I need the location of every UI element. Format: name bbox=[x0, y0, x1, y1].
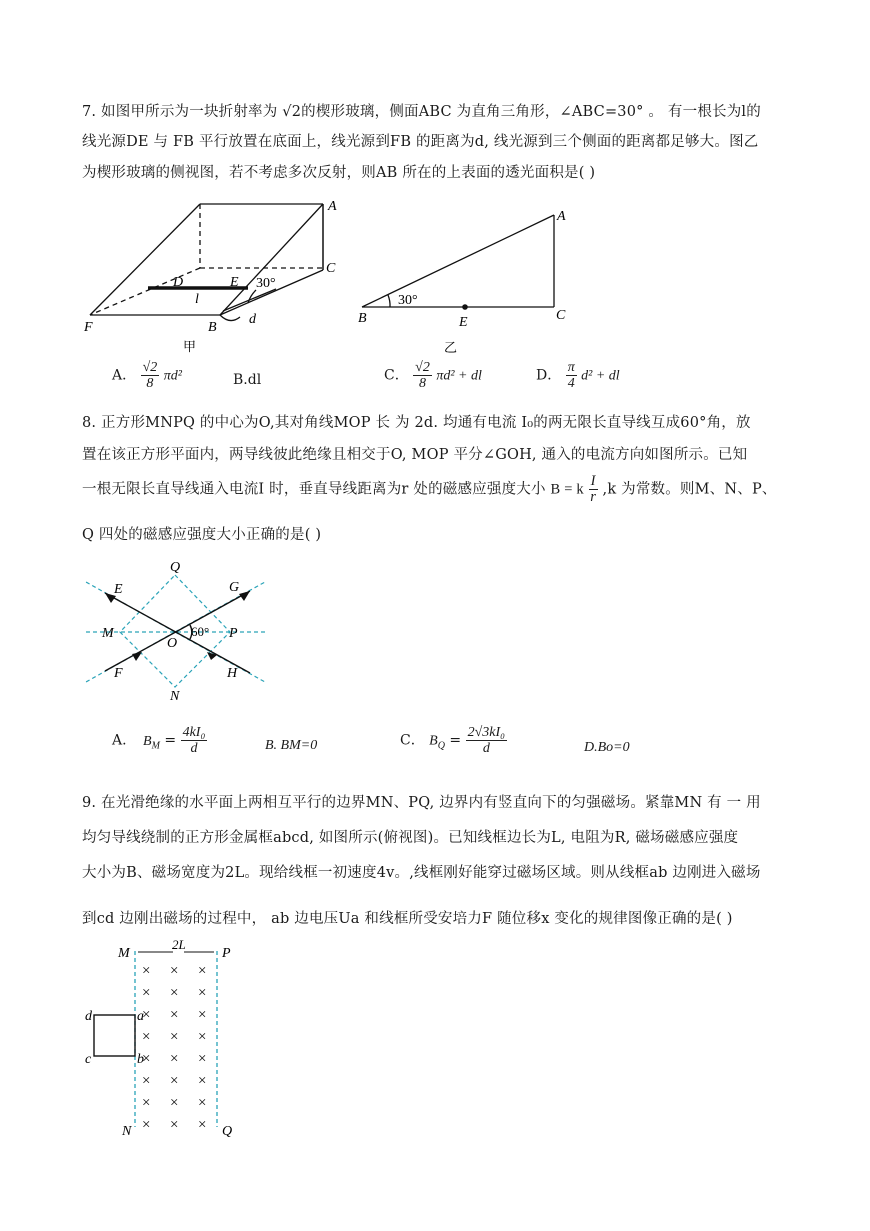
q9-label-n: N bbox=[122, 1124, 132, 1139]
q8-formula-lhs: B = k bbox=[550, 481, 584, 498]
q8-line-1: 8. 正方形MNPQ 的中心为O,其对角线MOP 长 为 2d. 均通有电流 I₀的两无限长直导线互成60°角，放 bbox=[82, 415, 751, 431]
q9-label-c: c bbox=[85, 1052, 92, 1067]
q9-field-cross: × bbox=[198, 963, 207, 979]
q7-option-c-tail: πd² + dl bbox=[436, 368, 482, 384]
q8-line-2: 置在该正方形平面内，两导线彼此绝缘且相交于O, MOP 平分∠GOH, 通入的电流方向如图所示。已知 bbox=[82, 447, 748, 463]
q7-line-2: 线光源DE 与 FB 平行放置在底面上，线光源到FB 的距离为d, 线光源到三个侧面的距离都足够大。图乙 bbox=[82, 134, 759, 150]
q9-figure bbox=[80, 935, 260, 1145]
q9-label-b: b bbox=[137, 1052, 144, 1067]
q9-field-cross: × bbox=[198, 1095, 207, 1111]
q7-option-a-fraction: $\frac{√2}{8}$ bbox=[142, 360, 158, 391]
q7-fig1-label-e: E bbox=[230, 275, 239, 290]
q7-figure-jia bbox=[80, 190, 350, 360]
q7-option-d-fraction: $\frac{\pi}{4}$ bbox=[567, 360, 575, 391]
q8-label-m: M bbox=[102, 626, 114, 641]
q8-line-3 bbox=[82, 474, 777, 505]
q7-option-a-label: A． bbox=[112, 367, 137, 384]
q7-fig1-caption: 甲 bbox=[183, 339, 197, 354]
q7-fig2-caption: 乙 bbox=[444, 340, 458, 355]
q8-label-h: H bbox=[227, 666, 238, 681]
q9-field-crosses bbox=[142, 963, 206, 1133]
q8-option-c-fraction: $\frac{\text{2√3kI₀}}{d}$ bbox=[467, 725, 506, 756]
q9-field-cross: × bbox=[142, 1095, 151, 1111]
q7-option-c bbox=[384, 360, 482, 391]
q8-label-g: G bbox=[229, 580, 240, 595]
q9-field-cross: × bbox=[198, 1051, 207, 1067]
q7-fig1-label-a: A bbox=[328, 199, 337, 214]
q7-option-d bbox=[536, 360, 620, 391]
q7-option-d-tail: d² + dl bbox=[581, 368, 620, 384]
q7-fig2-label-c: C bbox=[556, 308, 566, 323]
q9-field-cross: × bbox=[198, 1117, 207, 1133]
q9-field-cross: × bbox=[142, 985, 151, 1001]
q9-field-cross: × bbox=[170, 1073, 179, 1089]
q9-label-q: Q bbox=[222, 1124, 233, 1139]
q7-fig2-angle: 30° bbox=[398, 293, 418, 308]
q9-label-p: P bbox=[222, 946, 231, 961]
q7-fig1-label-l: l bbox=[195, 292, 199, 307]
q8-option-c: C． $B_Q$ = $\frac{\text{2√3kI₀}}{d}$ bbox=[400, 725, 506, 756]
q7-fig1-angle: 30° bbox=[256, 276, 276, 291]
q9-field-cross: × bbox=[142, 1117, 151, 1133]
q9-field-cross: × bbox=[170, 1007, 179, 1023]
q7-option-b: B.dl bbox=[233, 372, 262, 388]
q8-option-c-lhs: B bbox=[429, 733, 438, 749]
q8-figure bbox=[80, 555, 290, 710]
q9-field-cross: × bbox=[170, 1117, 179, 1133]
q8-option-d: D.Bo=0 bbox=[584, 740, 630, 755]
q9-label-a: a bbox=[137, 1009, 144, 1024]
q9-field-cross: × bbox=[170, 985, 179, 1001]
q7-option-d-label: D． bbox=[536, 367, 562, 384]
q7-option-a-tail: πd² bbox=[163, 368, 182, 384]
q9-field-cross: × bbox=[142, 963, 151, 979]
q8-label-o: O bbox=[167, 636, 178, 651]
q8-option-a-label: A. bbox=[112, 732, 127, 749]
q8-label-n: N bbox=[170, 689, 180, 704]
q9-field-cross: × bbox=[198, 1029, 207, 1045]
q7-figure-yi bbox=[352, 200, 592, 360]
q7-fig1-label-c: C bbox=[326, 261, 336, 276]
q8-line-3-tail: ,k 为常数。则M、N、P、 bbox=[602, 481, 777, 498]
q9-width-label: 2L bbox=[172, 937, 186, 952]
q7-option-c-label: C． bbox=[384, 367, 409, 384]
q9-field-cross: × bbox=[170, 1095, 179, 1111]
q9-line-1: 9. 在光滑绝缘的水平面上两相互平行的边界MN、PQ, 边界内有竖直向下的匀强磁场。紧靠MN 有 一 用 bbox=[82, 795, 761, 811]
q8-label-e: E bbox=[114, 582, 123, 597]
q7-fig2-label-e: E bbox=[459, 315, 468, 330]
q9-label-m: M bbox=[118, 946, 130, 961]
q8-option-a-fraction: $\frac{\text{4kI₀}}{d}$ bbox=[182, 725, 206, 756]
q9-line-2: 均匀导线绕制的正方形金属框abcd, 如图所示(俯视图)。已知线框边长为L, 电阻为R, 磁场磁感应强度 bbox=[82, 830, 739, 846]
q8-option-a-lhs: B bbox=[143, 733, 152, 749]
q8-line-3-text: 一根无限长直导线通入电流I 时，垂直导线距离为r 处的磁感应强度大小 bbox=[82, 481, 546, 498]
q7-fig1-label-f: F bbox=[84, 320, 93, 335]
q7-fig1-label-d-distance: d bbox=[249, 312, 256, 327]
q7-option-c-fraction: $\frac{√2}{8}$ bbox=[415, 360, 430, 391]
q8-angle: 60° bbox=[191, 624, 210, 639]
q7-line-1: 7. 如图甲所示为一块折射率为 √2的楔形玻璃，侧面ABC 为直角三角形，∠ABC=30° 。 有一根长为l的 bbox=[82, 104, 761, 120]
q9-line-4: 到cd 边刚出磁场的过程中， ab 边电压Ua 和线框所受安培力F 随位移x 变化的规律图像正确的是( ) bbox=[82, 911, 733, 927]
q7-line-3: 为楔形玻璃的侧视图，若不考虑多次反射，则AB 所在的上表面的透光面积是( ) bbox=[82, 165, 596, 181]
q9-field-cross: × bbox=[142, 1007, 151, 1023]
q8-label-p: P bbox=[229, 626, 238, 641]
q8-formula-fraction: $\frac{I}{r}$ bbox=[590, 473, 597, 505]
q9-field-cross: × bbox=[170, 1051, 179, 1067]
q9-field-cross: × bbox=[198, 1007, 207, 1023]
q8-label-q: Q bbox=[170, 560, 181, 575]
q8-option-b: B. BM=0 bbox=[265, 738, 318, 753]
q9-field-cross: × bbox=[170, 963, 179, 979]
q7-fig2-label-b: B bbox=[358, 311, 367, 326]
q7-fig1-label-d: D bbox=[173, 275, 184, 290]
q9-label-d: d bbox=[85, 1009, 92, 1024]
q7-fig2-label-a: A bbox=[557, 209, 566, 224]
q7-option-a bbox=[112, 360, 182, 391]
q8-option-a: A. $B_M$ = $\frac{\text{4kI₀}}{d}$ bbox=[112, 725, 206, 756]
q9-field-cross: × bbox=[198, 1073, 207, 1089]
q8-label-f: F bbox=[114, 666, 123, 681]
q7-fig1-label-b: B bbox=[208, 320, 217, 335]
q8-line-4: Q 四处的磁感应强度大小正确的是( ) bbox=[82, 527, 322, 543]
q9-field-cross: × bbox=[142, 1073, 151, 1089]
q9-line-3: 大小为B、磁场宽度为2L。现给线框一初速度4v。,线框刚好能穿过磁场区域。则从线框ab 边刚进入磁场 bbox=[82, 865, 761, 881]
q9-field-cross: × bbox=[170, 1029, 179, 1045]
q9-field-cross: × bbox=[142, 1051, 151, 1067]
q9-field-cross: × bbox=[198, 985, 207, 1001]
q9-field-cross: × bbox=[142, 1029, 151, 1045]
q8-option-c-label: C． bbox=[400, 732, 425, 749]
